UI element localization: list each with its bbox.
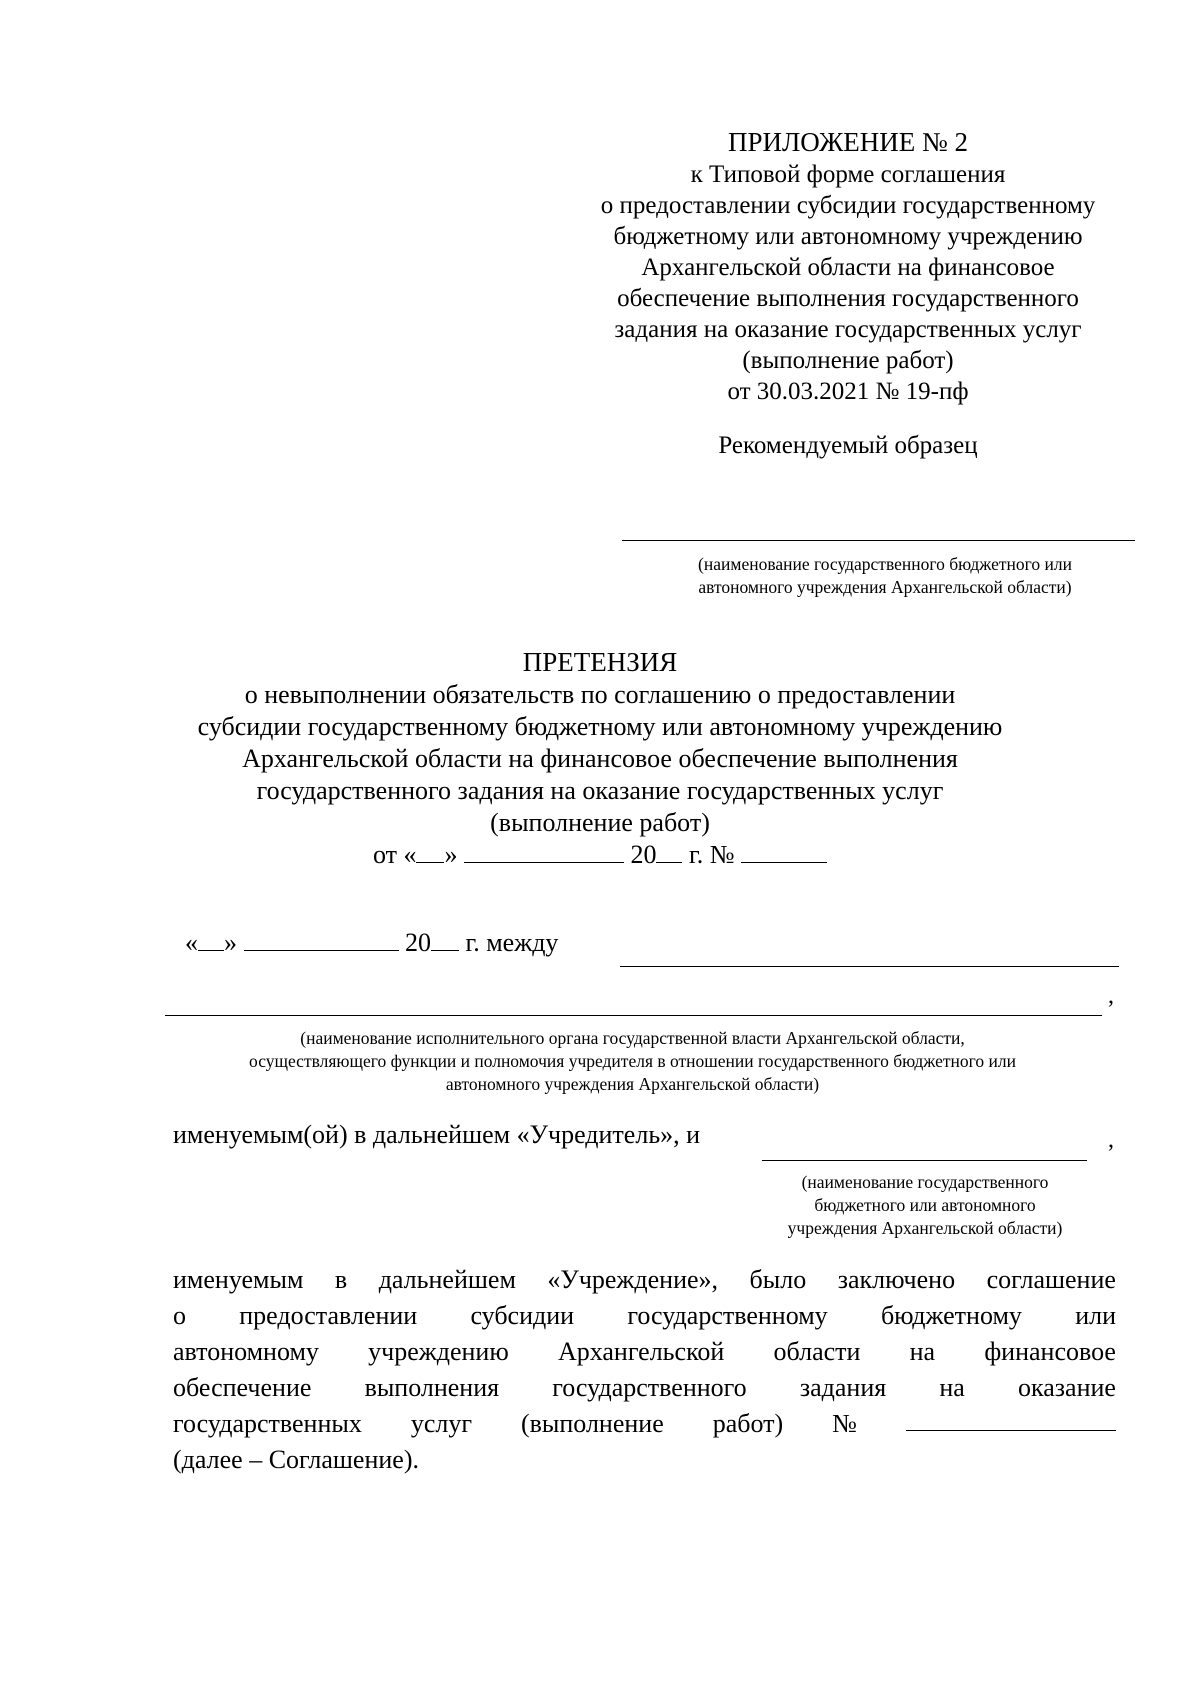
word: государственному	[627, 1301, 828, 1330]
founder-caption	[160, 1027, 1105, 1096]
claim-block	[150, 645, 1050, 871]
institution-caption	[630, 553, 1140, 599]
claim-line: о невыполнении обязательств по соглашению о предоставлении	[244, 680, 956, 709]
founder-caption-line: автономного учреждения Архангельской области)	[445, 1074, 820, 1094]
claim-date-prefix: от «	[372, 840, 417, 869]
agreement-date-suffix: г. между	[465, 928, 559, 957]
claim-date-line	[150, 839, 1050, 871]
word: задания	[799, 1373, 887, 1402]
founder-line: именуемым(ой) в дальнейшем «Учредитель», и	[173, 1120, 701, 1149]
agreement-month-blank	[244, 928, 399, 951]
claim-month-blank	[464, 840, 624, 863]
paragraph-row	[173, 1298, 1116, 1334]
word: оказание	[1017, 1373, 1116, 1402]
agreement-date-line	[185, 927, 558, 959]
word: (далее – Соглашение).	[173, 1445, 419, 1474]
founder-name-line-1	[620, 966, 1119, 967]
word: государственных	[173, 1409, 362, 1438]
appendix-title: ПРИЛОЖЕНИЕ № 2	[727, 127, 969, 157]
institution-caption-line: автономного учреждения Архангельской области)	[698, 577, 1072, 597]
appendix-line: Архангельской области на финансовое	[641, 254, 1055, 281]
appendix-line: (выполнение работ)	[742, 347, 954, 374]
institution-caption-2-line: учреждения Архангельской области)	[787, 1218, 1063, 1238]
word: автономному	[173, 1337, 319, 1366]
word: было	[749, 1265, 807, 1294]
claim-line: Архангельской области на финансовое обеспечение выполнения	[242, 744, 958, 773]
founder-name-line-2	[165, 1015, 1102, 1016]
word: в	[334, 1265, 348, 1294]
word: о	[173, 1301, 186, 1330]
appendix-header	[560, 125, 1136, 461]
claim-date-close: »	[444, 840, 458, 869]
appendix-line: о предоставлении субсидии государственному	[600, 192, 1096, 219]
paragraph-row	[173, 1262, 1116, 1298]
word: обеспечение	[173, 1373, 312, 1402]
agreement-year-prefix: 20	[405, 928, 431, 957]
claim-number-blank	[741, 840, 827, 863]
claim-line: субсидии государственному бюджетному или автономному учреждению	[197, 712, 1003, 741]
paragraph-row	[173, 1334, 1116, 1370]
claim-year-suffix: г. №	[688, 840, 735, 869]
word: или	[1075, 1301, 1116, 1330]
appendix-line: задания на оказание государственных услуг	[614, 316, 1082, 343]
agreement-year-blank	[431, 928, 459, 951]
claim-year-blank	[656, 840, 682, 863]
word: №	[832, 1409, 857, 1438]
paragraph-row	[173, 1442, 1116, 1478]
appendix-line: к Типовой форме соглашения	[690, 161, 1006, 188]
word: учреждению	[368, 1337, 509, 1366]
word: (выполнение	[520, 1409, 664, 1438]
agreement-day-blank	[198, 928, 224, 951]
word: соглашение	[986, 1265, 1116, 1294]
institution-name-line	[622, 540, 1135, 541]
word: выполнения	[364, 1373, 500, 1402]
institution-name-line-2	[762, 1160, 1087, 1161]
agreement-number-blank	[906, 1406, 1116, 1431]
word: «Учреждение»,	[547, 1265, 719, 1294]
word: финансовое	[984, 1337, 1116, 1366]
appendix-line: обеспечение выполнения государственного	[617, 285, 1079, 312]
comma-mark: ,	[1108, 1127, 1114, 1153]
sample-label: Рекомендуемый образец	[718, 432, 978, 459]
word: Архангельской	[557, 1337, 725, 1366]
founder-caption-line: осуществляющего функции и полномочия учредителя в отношении государственного бюджетного или	[249, 1051, 1016, 1071]
claim-year-prefix: 20	[630, 840, 657, 869]
claim-line: государственного задания на оказание государственных услуг	[256, 776, 944, 805]
word: предоставлении	[239, 1301, 418, 1330]
word: области	[773, 1337, 861, 1366]
claim-line: (выполнение работ)	[490, 808, 710, 837]
agreement-date-open: «	[185, 928, 198, 957]
word: услуг	[410, 1409, 473, 1438]
institution-caption-2-line: (наименование государственного	[801, 1172, 1049, 1192]
paragraph-row	[173, 1406, 1116, 1442]
comma-mark: ,	[1108, 983, 1114, 1009]
claim-day-blank	[416, 840, 444, 863]
word: на	[939, 1373, 965, 1402]
word: бюджетному	[880, 1301, 1022, 1330]
institution-caption-line: (наименование государственного бюджетного или	[698, 554, 1072, 574]
word: на	[909, 1337, 936, 1366]
institution-caption-2	[760, 1171, 1090, 1240]
agreement-date-close: »	[224, 928, 237, 957]
institution-caption-2-line: бюджетного или автономного	[814, 1195, 1036, 1215]
appendix-line: бюджетному или автономному учреждению	[613, 223, 1083, 250]
founder-caption-line: (наименование исполнительного органа государственной власти Архангельской области,	[300, 1028, 965, 1048]
paragraph-row	[173, 1370, 1116, 1406]
appendix-line: от 30.03.2021 № 19-пф	[727, 378, 969, 405]
word: работ)	[712, 1409, 784, 1438]
word: субсидии	[470, 1301, 575, 1330]
word: дальнейшем	[378, 1265, 516, 1294]
word: государственного	[552, 1373, 747, 1402]
word: именуемым	[173, 1265, 304, 1294]
word: заключено	[837, 1265, 956, 1294]
agreement-paragraph	[173, 1262, 1116, 1478]
claim-title: ПРЕТЕНЗИЯ	[522, 647, 678, 677]
